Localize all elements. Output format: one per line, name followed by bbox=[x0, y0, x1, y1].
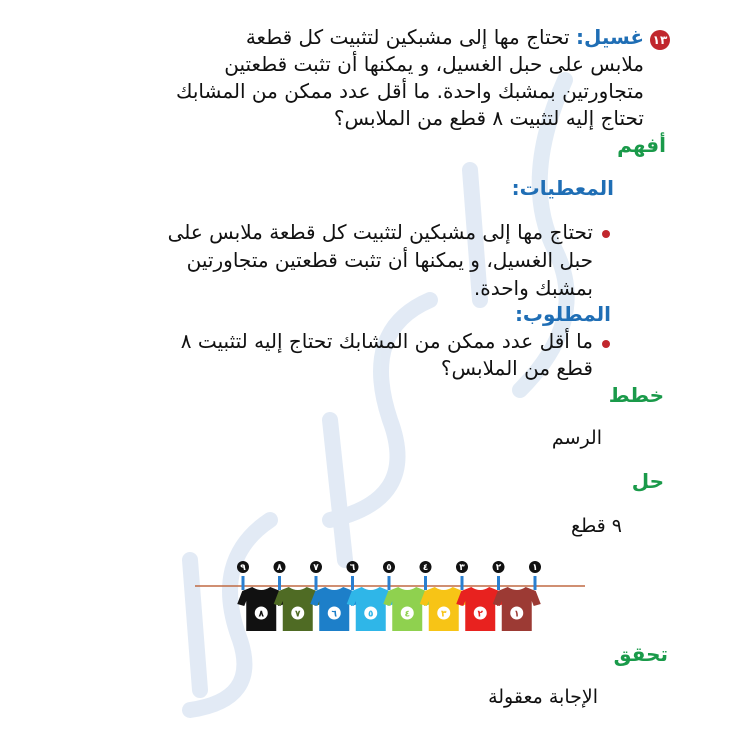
plan-heading: خطط bbox=[608, 383, 664, 407]
clip-number: ٦ bbox=[349, 563, 356, 573]
check-text: الإجابة معقولة bbox=[488, 686, 598, 708]
clip-number: ٢ bbox=[495, 563, 502, 573]
clip-number: ٨ bbox=[276, 563, 283, 573]
check-heading: تحقق bbox=[613, 642, 668, 666]
shirt-number: ١ bbox=[514, 609, 520, 620]
clip-number: ٤ bbox=[422, 563, 429, 573]
shirt-number: ٧ bbox=[295, 609, 301, 620]
shirt-number: ٤ bbox=[404, 609, 410, 620]
required-bullet-dot bbox=[602, 340, 610, 348]
clothespin bbox=[278, 576, 281, 590]
shirt-number: ٨ bbox=[258, 609, 264, 620]
given-line-3: بمشبك واحدة. bbox=[473, 276, 593, 300]
question-first-line bbox=[246, 24, 644, 51]
given-heading: المعطيات: bbox=[511, 176, 614, 200]
clothespin bbox=[534, 576, 537, 590]
required-line-1: ما أقل عدد ممكن من المشابك تحتاج إليه لتثبيت ٨ bbox=[180, 329, 593, 353]
clip-number: ٣ bbox=[459, 563, 465, 573]
clothesline-illustration bbox=[195, 555, 585, 645]
question-line-3: متجاورتين بمشبك واحدة. ما أقل عدد ممكن من المشابك bbox=[176, 79, 644, 103]
clip-number: ١ bbox=[532, 563, 538, 573]
given-line-2: حبل الغسيل، و يمكنها أن تثبت قطعتين متجاورتين bbox=[186, 248, 593, 272]
clip-number: ٧ bbox=[313, 563, 319, 573]
question-title: غسيل: bbox=[575, 25, 644, 49]
plan-text: الرسم bbox=[551, 427, 602, 449]
clothespin bbox=[315, 576, 318, 590]
clothespin bbox=[424, 576, 427, 590]
clip-number: ٩ bbox=[240, 563, 246, 573]
clip-number: ٥ bbox=[386, 563, 392, 573]
given-line-1: تحتاج مها إلى مشبكين لتثبيت كل قطعة ملابس على bbox=[167, 220, 593, 244]
solve-text: ٩ قطع bbox=[570, 515, 622, 537]
shirt-number: ٥ bbox=[368, 609, 374, 620]
understand-heading: أفهم bbox=[617, 133, 666, 157]
required-heading: المطلوب: bbox=[514, 302, 611, 326]
clothespin bbox=[388, 576, 391, 590]
clothespin bbox=[242, 576, 245, 590]
question-number-badge: ١٣ bbox=[650, 30, 670, 50]
clothespin bbox=[351, 576, 354, 590]
shirt-number: ٣ bbox=[441, 609, 447, 620]
question-line-2: ملابس على حبل الغسيل، و يمكنها أن تثبت قطعتين bbox=[224, 52, 644, 76]
clothespin bbox=[497, 576, 500, 590]
question-line-4: تحتاج إليه لتثبيت ٨ قطع من الملابس؟ bbox=[333, 106, 644, 130]
given-bullet-dot bbox=[602, 230, 610, 238]
solve-heading: حل bbox=[631, 469, 664, 493]
clothespin bbox=[461, 576, 464, 590]
question-first-line-text: تحتاج مها إلى مشبكين لتثبيت كل قطعة bbox=[245, 25, 570, 49]
shirt-number: ٦ bbox=[331, 609, 337, 620]
shirt-number: ٢ bbox=[477, 609, 483, 620]
required-line-2: قطع من الملابس؟ bbox=[440, 356, 593, 380]
